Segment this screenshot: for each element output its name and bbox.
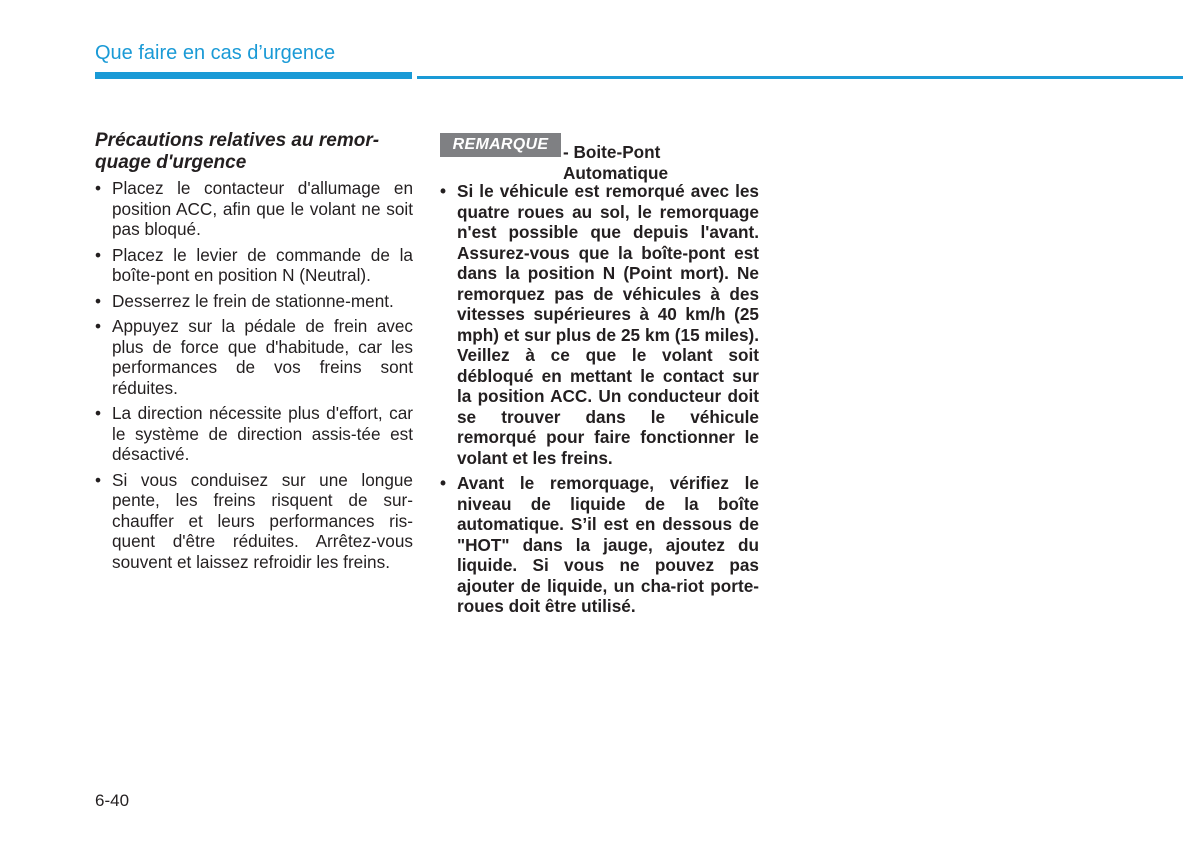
header-rule-thick: [95, 72, 412, 79]
note-header: [440, 133, 759, 181]
list-item-text: Appuyez sur la pédale de frein avec plus de force que d'habitude, car les performances de vos freins sont réduites.: [112, 316, 413, 398]
list-item-text: Si le véhicule est remorqué avec les quatre roues au sol, le remorquage n'est possible que depuis l'avant. Assurez-vous que la boîte-pont est dans la position N (Point mort). Ne remorquez pas de véhicules à des vitesses supérieures à 40 km/h (25 mph) et sur plus de 25 km (15 miles). Veillez à ce que le volant soit débloqué en mettant le contact sur la position ACC. Un conducteur doit se trouver dans le véhicule remorqué pour faire fonctionner le volant et les freins.: [457, 181, 759, 468]
right-column: [440, 133, 759, 622]
bullet-dot-icon: •: [95, 290, 102, 311]
left-column: [95, 130, 413, 577]
precautions-list: [95, 178, 413, 572]
list-item-text: Desserrez le frein de stationne-ment.: [112, 290, 394, 311]
note-subtitle-line-1: - Boite-Pont: [563, 142, 661, 162]
list-item-text: La direction nécessite plus d'effort, car le système de direction assis-tée est désactivé.: [112, 403, 413, 464]
list-item: [440, 473, 759, 617]
list-item-text: Si vous conduisez sur une longue pente, les freins risquent de sur-chauffer et leurs performances ris-quent d'être réduites. Arrêtez-vous souvent et laissez refroidir les freins.: [112, 469, 413, 572]
automatic-transaxle-notes: [440, 181, 759, 617]
note-subtitle-line-2: Automatique: [563, 162, 669, 183]
list-item: [95, 178, 413, 240]
list-item: [95, 245, 413, 286]
note-subtitle: [563, 142, 668, 183]
header-rule-thin: [417, 76, 1183, 79]
list-item: [95, 403, 413, 465]
heading-line-1: Précautions relatives au remor-: [95, 130, 380, 151]
bullet-dot-icon: •: [440, 181, 447, 201]
bullet-dot-icon: •: [95, 316, 102, 336]
list-item: [95, 316, 413, 398]
towing-precautions-heading: [95, 130, 413, 174]
list-item: [95, 291, 413, 312]
heading-line-2: quage d'urgence: [95, 152, 247, 173]
bullet-dot-icon: •: [95, 469, 102, 490]
list-item-text: Placez le contacteur d'allumage en position ACC, afin que le volant ne soit pas bloqué.: [112, 178, 413, 239]
note-badge: REMARQUE: [440, 133, 561, 157]
bullet-dot-icon: •: [95, 403, 102, 423]
list-item: [95, 470, 413, 573]
section-header-title: Que faire en cas d’urgence: [95, 42, 336, 64]
list-item-text: Placez le levier de commande de la boîte-pont en position N (Neutral).: [112, 244, 413, 285]
page-number: 6-40: [95, 791, 130, 810]
bullet-dot-icon: •: [95, 244, 102, 265]
list-item-text: Avant le remorquage, vérifiez le niveau de liquide de la boîte automatique. S’il est en dessous de "HOT" dans la jauge, ajoutez du liquide. Si vous ne pouvez pas ajouter de liquide, un cha-riot porte-roues doit être utilisé.: [457, 473, 759, 616]
bullet-dot-icon: •: [440, 473, 447, 493]
bullet-dot-icon: •: [95, 178, 102, 198]
list-item: [440, 181, 759, 468]
